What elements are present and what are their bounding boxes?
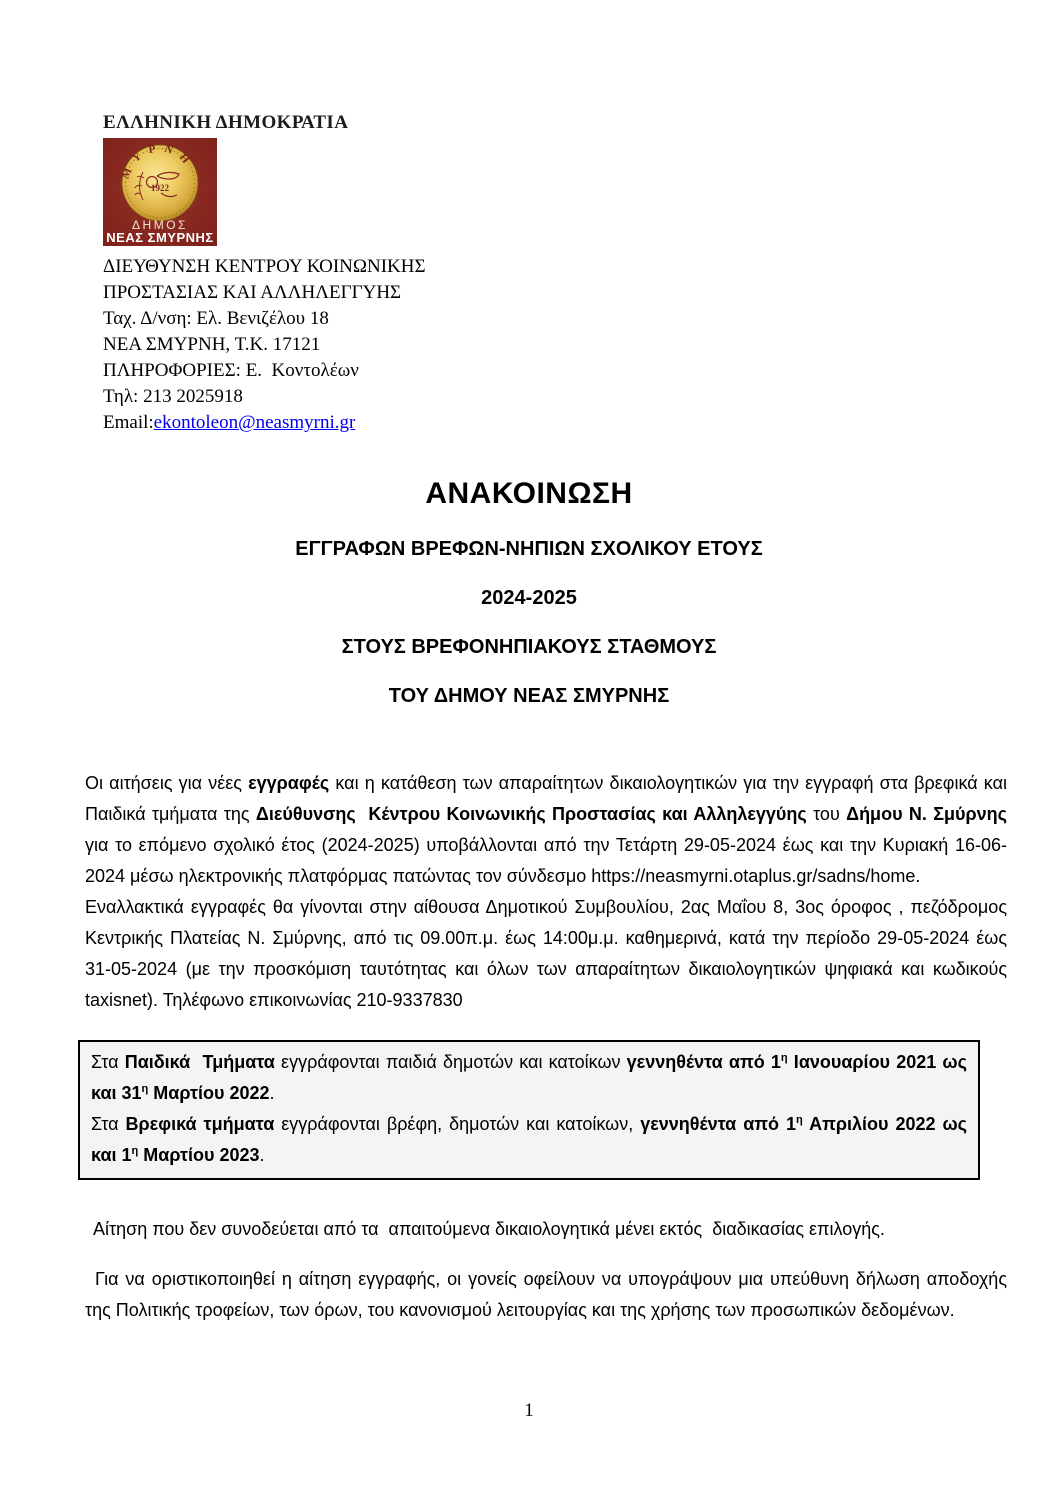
paragraph-incomplete-application: Αίτηση που δεν συνοδεύεται από τα απαιτούμενα δικαιολογητικά μένει εκτός διαδικασίας επιλογής. bbox=[93, 1219, 885, 1239]
address-line: Τηλ: 213 2025918 bbox=[103, 386, 243, 407]
municipality-logo bbox=[103, 138, 217, 246]
paragraph-inperson-registration: Εναλλακτικά εγγραφές θα γίνονται στην αίθουσα Δημοτικού Συμβουλίου, 2ας Μαΐου 8, 3ος όροφος , πεζόδρομος Κεντρικής Πλατείας Ν. Σμύρνης, από τις 09.00π.μ. έως 14:00μ.μ. καθημερινά, κατά την περίοδο 29-05-2024 έως 31-05-2024 (με την προσκόμιση ταυτότητας και όλων των απαραίτητων δικαιολογητικών ψηφιακά και κωδικούς taxisnet). Τηλέφωνο επικοινωνίας 210-9337830 bbox=[85, 897, 1007, 1010]
eligibility-toddlers-line: Στα Παιδικά Τμήματα εγγράφονται παιδιά δημοτών και κατοίκων γεννηθέντα από $1^\eta$ Ιανουαρίου 2021 ως και $31^\eta$ Μαρτίου 2022. bbox=[91, 1052, 967, 1103]
address-line: ΠΡΟΣΤΑΣΙΑΣ ΚΑΙ ΑΛΛΗΛΕΓΓΥΗΣ bbox=[103, 282, 402, 303]
coin-arc-text: ΜΥΡΝΗ bbox=[119, 142, 197, 181]
address-line: ΔΙΕΥΘΥΝΣΗ ΚΕΝΤΡΟΥ ΚΟΙΝΩΝΙΚΗΣ bbox=[103, 256, 426, 277]
paragraph-parent-declaration: Για να οριστικοποιηθεί η αίτηση εγγραφής, οι γονείς οφείλουν να υπογράψουν μια υπεύθυνη δήλωση αποδοχής της Πολιτικής τροφείων, των όρων, του κανονισμού λειτουργίας και της χρήσης των προσωπικών δεδομένων. bbox=[85, 1269, 1007, 1320]
subtitle-line: ΕΓΓΡΑΦΩΝ ΒΡΕΦΩΝ-ΝΗΠΙΩΝ ΣΧΟΛΙΚΟΥ ΕΤΟΥΣ bbox=[295, 538, 763, 560]
title-block bbox=[0, 476, 1058, 708]
logo-caption-line1: ΔΗΜΟΣ bbox=[132, 218, 188, 232]
logo-caption-line2: ΝΕΑΣ ΣΜΥΡΝΗΣ bbox=[106, 230, 214, 245]
subtitle-line: ΤΟΥ ΔΗΜΟΥ ΝΕΑΣ ΣΜΥΡΝΗΣ bbox=[388, 685, 670, 707]
address-line: Ταχ. Δ/νση: Ελ. Βενιζέλου 18 bbox=[103, 308, 329, 329]
email-link[interactable]: ekontoleon@neasmyrni.gr bbox=[153, 412, 356, 433]
address-block bbox=[103, 254, 563, 436]
email-label: Email: bbox=[103, 412, 154, 433]
letterhead bbox=[103, 112, 563, 436]
eligibility-box bbox=[78, 1040, 980, 1180]
eligibility-infants-line: Στα Βρεφικά τμήματα εγγράφονται βρέφη, δημοτών και κατοίκων, γεννηθέντα από $1^\eta$ Απριλίου 2022 ως και $1^\eta$ Μαρτίου 2023. bbox=[91, 1114, 968, 1165]
document-body bbox=[85, 768, 1007, 1326]
coin-year: 1922 bbox=[151, 183, 169, 193]
announcement-title: ΑΝΑΚΟΙΝΩΣΗ bbox=[425, 477, 633, 510]
paragraph-online-registration: Οι αιτήσεις για νέες εγγραφές και η κατάθεση των απαραίτητων δικαιολογητικών για την εγγραφή στα βρεφικά και Παιδικά τμήματα της Διεύθυνσης Κέντρου Κοινωνικής Προστασίας και Αλληλεγγύης του Δήμου Ν. Σμύρνης για το επόμενο σχολικό έτος (2024-2025) υποβάλλονται από την Τετάρτη 29-05-2024 έως και την Κυριακή 16-06-2024 μέσω ηλεκτρονικής πλατφόρμας πατώντας τον σύνδεσμο https://neasmyrni.otaplus.gr/sadns/home. bbox=[85, 773, 1007, 886]
address-line: ΠΛΗΡΟΦΟΡΙΕΣ: Ε. Κοντολέων bbox=[103, 360, 359, 381]
republic-title: ΕΛΛΗΝΙΚΗ ΔΗΜΟΚΡΑΤΙΑ bbox=[103, 112, 349, 133]
subtitle-line: ΣΤΟΥΣ ΒΡΕΦΟΝΗΠΙΑΚΟΥΣ ΣΤΑΘΜΟΥΣ bbox=[341, 636, 717, 658]
subtitle-line: 2024-2025 bbox=[481, 587, 577, 609]
address-line: ΝΕΑ ΣΜΥΡΝΗ, Τ.Κ. 17121 bbox=[103, 334, 321, 355]
page-number: 1 bbox=[524, 1400, 534, 1421]
email-line bbox=[103, 410, 563, 436]
